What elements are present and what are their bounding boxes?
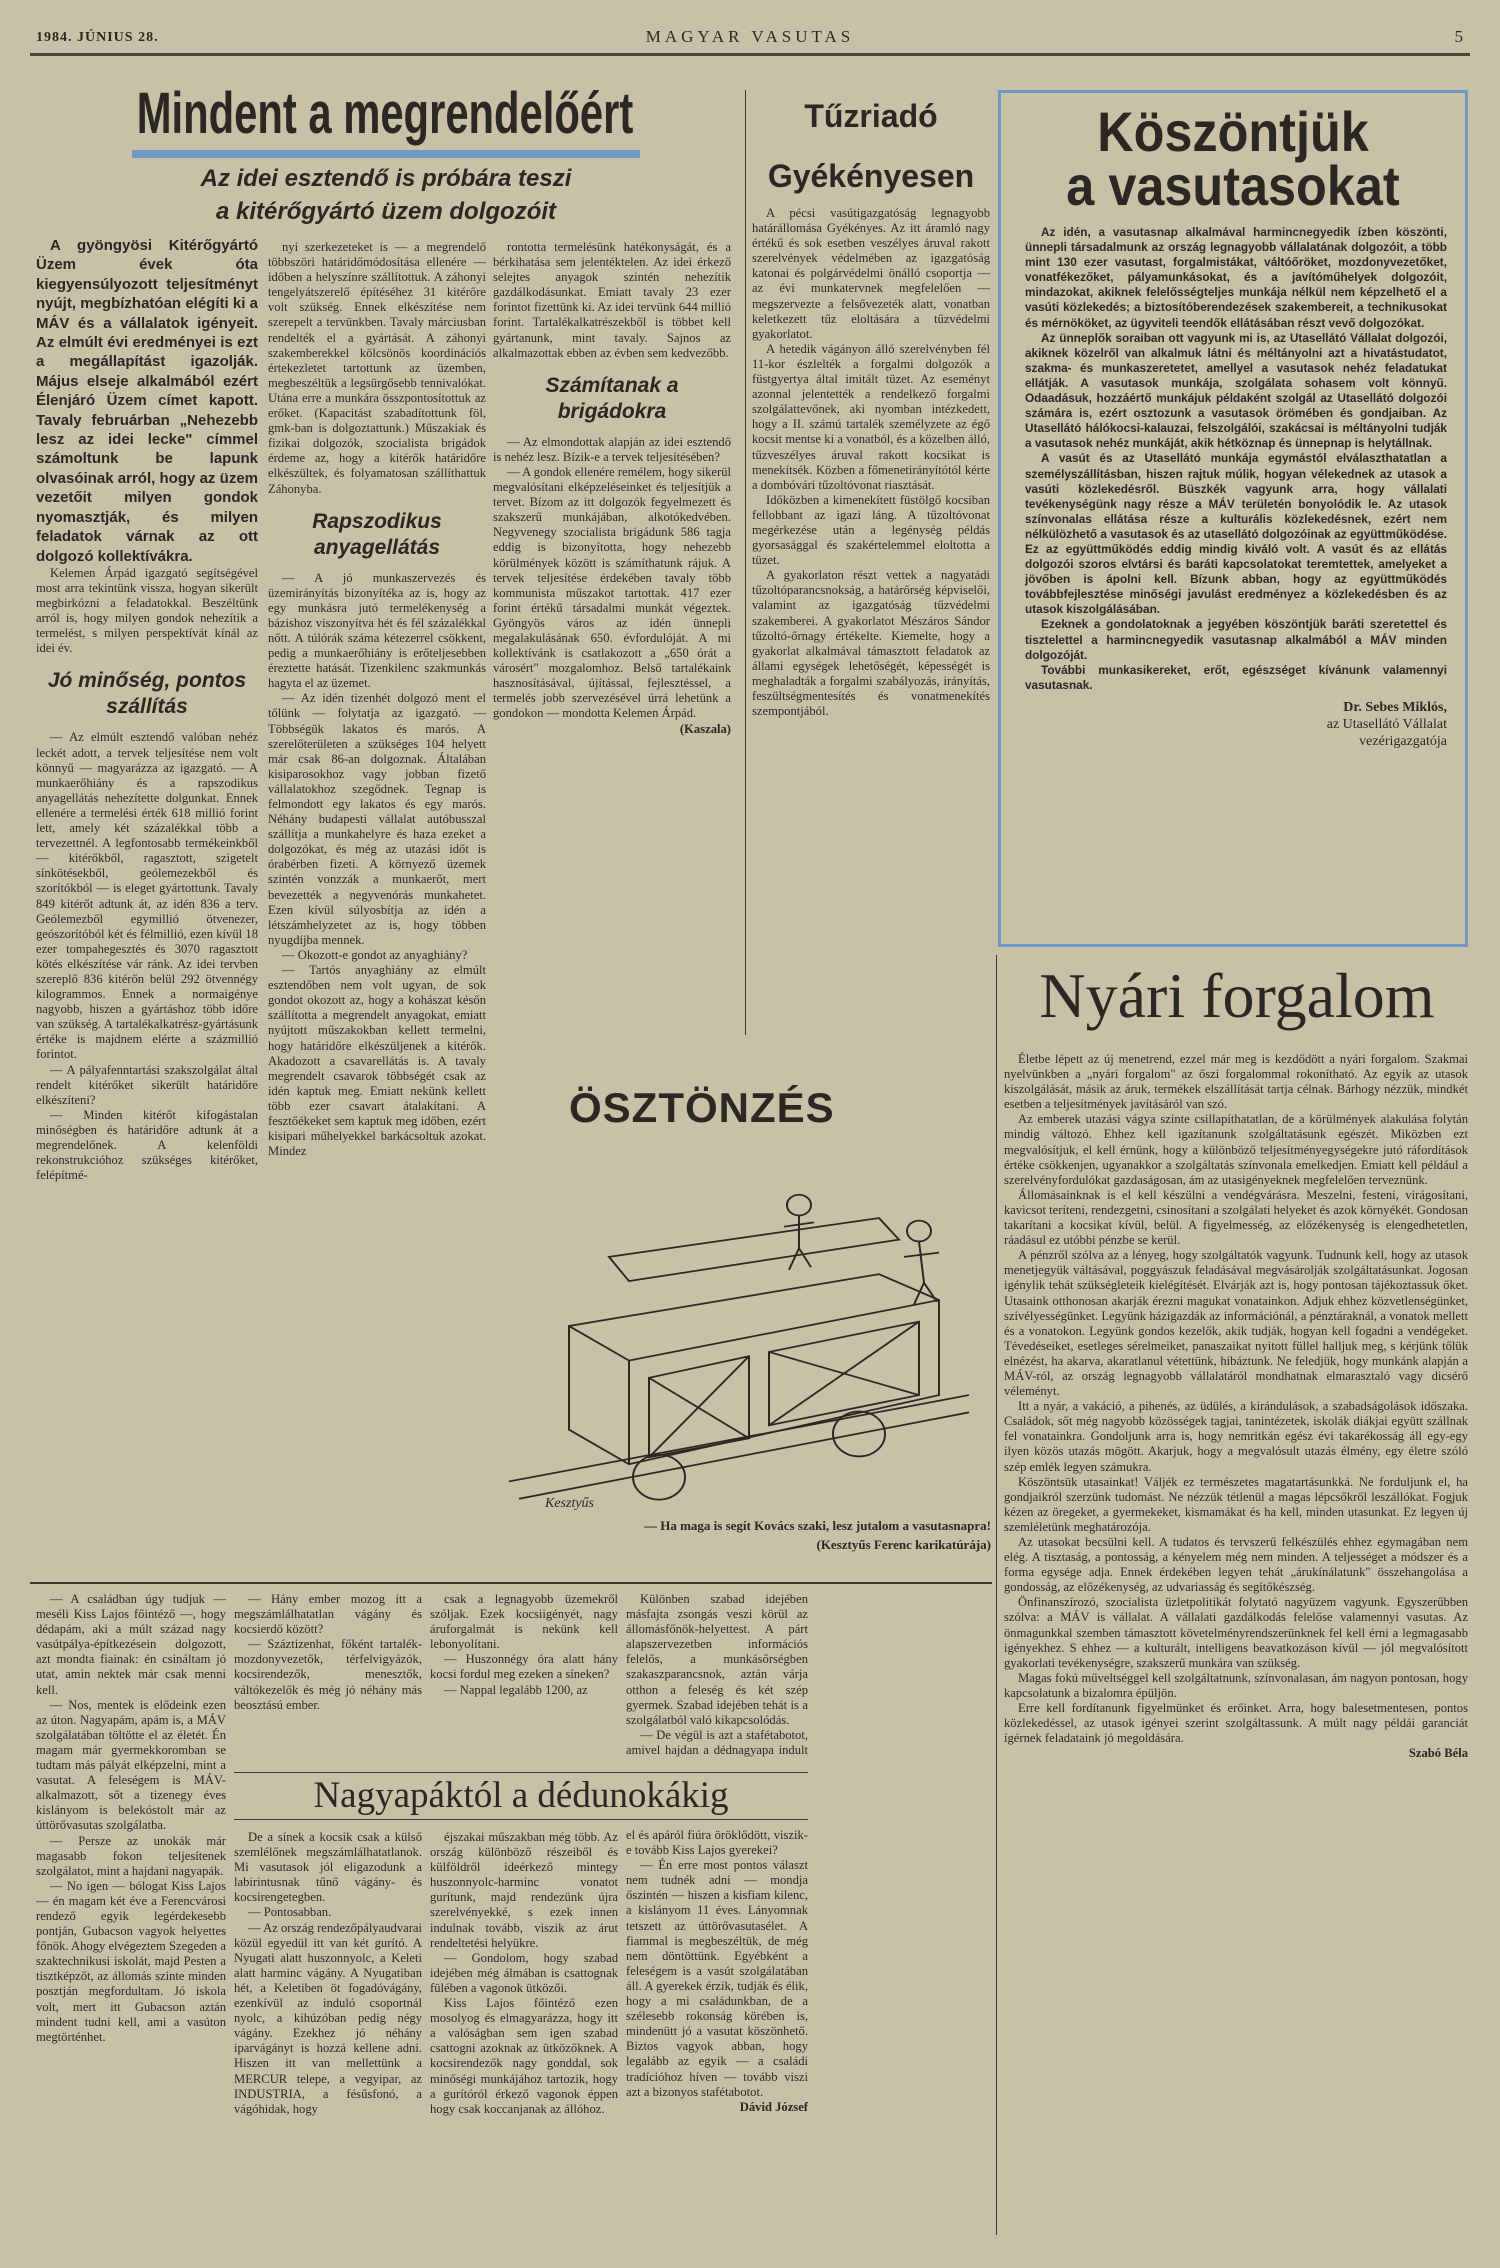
issue-date: 1984. JÚNIUS 28. bbox=[36, 30, 159, 45]
paragraph: Kiss Lajos főintéző ezen mosolyog és elmagyarázza, hogy itt a valóságban sem igen szabad csattogni azoknak az ütközőknek. A kocsirendezők nagy gonddal, sok minőségi munkájához tartozik, hogy a gurítóról érkező vagonok éppen hogy csak koccanjanak az állóhoz. bbox=[430, 1996, 618, 2116]
cartoon bbox=[499, 1040, 991, 1577]
headline-line-2: Gyékényesen bbox=[767, 158, 975, 194]
paragraph: — No igen — bólogat Kiss Lajos — én magam két éve a Ferencvárosi rendező egyik legérdekesebb pontján, Gubacson vagyok helyettes főnök. Ahogy elvégeztem Szegeden a szaktechnikusi iskolát, majd Pesten a tisztképzőt, az állomás szinte minden posztján megfordultam. Jó iskola volt, mert itt Gubacson aztán mindent tudni kell, ami a vasúton megtörténhet. bbox=[36, 1878, 226, 2044]
paragraph: — Nappal legalább 1200, az bbox=[444, 1682, 588, 1697]
article2-column bbox=[752, 206, 990, 1034]
paragraph: — Az idén tizenhét dolgozó ment el tőlünk — folytatja az igazgató. — Többségük lakatos és marós. A szerelőterületen a szükséges 104 helyett már csak 86-an dolgoznak. Általában kisiparosokhoz vagy jobban fizető vállalatokhoz szegődnek. Tegnap is felmondott egy lakatos és egy marós. Néhány budapesti vállalat autóbusszal szállítja a munkahelyre és haza ezeket a dolgozókat, és még az utazási időt is órabérben fizeti. A környező üzemek szintén vonzzák a munkaerőt, mert bevezették a negyvenórás munkahetet. Ezen kívül súlyosbítja az idén a létszámhelyzetet az is, hogy többen nyugdíjba mennek. bbox=[268, 691, 486, 947]
paragraph: — Az elmúlt esztendő valóban nehéz leckét adott, a tervek teljesítése nem volt könnyű — magyarázza az igazgató. — A munkaerőhiány és a rapszodikus anyagellátás nehezítette dolgunkat. Ennek ellenére a termelési érték 618 millió forint lett, amely két százalékkal több a tervezettnél. A legfontosabb termékeinkből — kitérőkből, ragasztott, szigetelt sínkötésekből, geólemezekből és szorítókból — is eleget gyártottunk. Tavaly 849 kitérőt adtunk át, az idén 836 a terv. Geólemezből egymillió ötvenezer, geószorítóból két és félmillió, ezen kívül 18 ezer tompahegesztés és 3070 ragasztott kötés elkészítése vár ránk. Az idei tervben szereplő 836 kitérőn belül 292 ötvennégy kilogrammos. Ennek a normaigénye nagyobb, hiszen a gyártáshoz több időre van szükség. A tartalékalkatrész-gyártásunk értéke is majdnem elérte a százmillió forintot. bbox=[36, 730, 258, 1062]
paragraph: — A pályafenntartási szakszolgálat által rendelt kitérőket sikerült határidőre elkészíteni? bbox=[36, 1062, 258, 1107]
article-headline-tuzriado bbox=[752, 96, 990, 196]
paragraph: A gyakorlaton részt vettek a nagyatádi tűzoltóparancsnokság, a határőrség képviselői, valamint az igazgatóság tűzvédelmi szakemberei. A gyakorlatot Mészáros Sándor tűzoltó-őrnagy értékelte. Kiemelte, hogy a gyakorlat alkalmával támasztott feladatok az állami egységek lehetőségét, képességét is meghaladták a forgalmi szabályozás, irányítás, feszültségmentesítés és vonatmenekítés szempontjából. bbox=[752, 568, 990, 719]
paragraph: Időközben a kimenekített füstölgő kocsiban fellobbant az igazi láng. A tűzoltóvonat megérkezése után a legénység példás gyorsasággal és szakértelemmel eloltotta a tüzet. bbox=[752, 492, 990, 568]
subheading: Számítanak a brigádokra bbox=[545, 373, 679, 423]
article-headline-nyari: Nyári forgalom bbox=[1039, 960, 1435, 1031]
newspaper-title: MAGYAR VASUTAS bbox=[645, 27, 855, 46]
article1-column-1 bbox=[36, 236, 258, 1577]
paragraph: csak a legnagyobb üzemekről szóljak. Ezek kocsiigényét, nagy áruforgalmát is nekünk kell lebonyolítani. bbox=[430, 1592, 618, 1652]
paragraph: Az utasokat becsülni kell. A tudatos és tervszerű felkészülés ehhez egymagában nem elég. A tisztaság, a pontosság, a kényelem még nem minden. A teljességet a módszer és a forma egysége adja. Ennek érdekében legyen tehát „árukínálatunk" összehangolása a gondosság, az előzékenység, az udvariasság és segítőkészség. bbox=[1004, 1535, 1468, 1595]
paragraph: Kelemen Árpád igazgató segítségével most arra tekintünk vissza, hogyan sikerült megbirkózni a feladatokkal. Beszéltünk arról is, hogy milyen gondok nehezítik a termelést, s milyen perspektívát kínál az idei év. bbox=[36, 565, 258, 656]
article5-column-3-top bbox=[430, 1592, 618, 1762]
paragraph: Életbe lépett az új menetrend, ezzel már meg is kezdődött a nyári forgalom. Szakmai nyelvünkben a „nyári forgalom" az őszi forgalommal rokonítható. Az egyik az utasok kiszolgálását, másik az áruk, termékek elszállítását tartja célnak. Bárhogy nézzük, mindkét esetben a teljesítmények javításáról van szó. bbox=[1004, 1052, 1468, 1112]
cartoon-credit: (Kesztyűs Ferenc karikatúrája) bbox=[816, 1537, 991, 1552]
greeting-headline-line-1: Köszöntjük bbox=[1097, 100, 1369, 163]
paragraph: — Az ország rendezőpályaudvarai közül egyedül itt van két gurító. A Nyugati alatt huszonnyolc, a Keleti alatt harminc vágány. A Nyugatiban hét, a Keletiben öt fogadóvágány, ezenkívül az induló csoportnál nyolc, a kihúzóban pedig négy vágány. Ezekhez jó néhány iparvágányt is hozzá kellene adni. Hiszen itt van mellettünk a MERCUR telepe, a vegyipar, az INDUSTRIA, a fésűsfonó, a vágóhidak, hogy bbox=[234, 1920, 422, 2116]
paragraph: — Minden kitérőt kifogástalan minőségben és határidőre adtunk át a megrendelőnek. A kelenföldi rekonstrukcióhoz szükséges kitérőket, felépítmé- bbox=[36, 1107, 258, 1183]
paragraph: Erre kell fordítanunk figyelmünket és erőinket. Arra, hogy balesetmentesen, pontos közlekedéssel, az utasok igényei szerint szolgáltassunk. A múlt nagy példái garanciát ígérnek feladataink jó megoldására. bbox=[1004, 1701, 1468, 1746]
paragraph: Állomásainknak is el kell készülni a vendégvárásra. Meszelni, festeni, virágosítani, kavicsot teríteni, rendezgetni, csinosítani a szolgálati helyeket és azok környékét. Gondosan takarítani a kocsikat kívül, belül. A figyelmesség, az előzékenység is elengedhetetlen, ráadásul ez utóbbi pénzbe se kerül. bbox=[1004, 1187, 1468, 1248]
article5-column-2 bbox=[234, 1830, 422, 2234]
column-divider-right bbox=[996, 955, 997, 2235]
greeting-paragraph: További munkasikereket, erőt, egészséget kívánunk valamennyi vasutasnak. bbox=[1025, 662, 1447, 692]
subtitle-line-2: a kitérőgyártó üzem dolgozóit bbox=[215, 198, 557, 225]
byline: Dávid József bbox=[739, 2099, 808, 2114]
paragraph: — Huszonnégy óra alatt hány kocsi fordul meg ezeken a síneken? bbox=[430, 1652, 618, 1682]
greeting-paragraph: Az idén, a vasutasnap alkalmával harmincnegyedik ízben köszönti, ünnepli társadalmunk az ország legnagyobb vállalatának dolgozóit, a több mint 130 ezer vasutast, forgalmistákat, váltóőröket, mozdonyvezetőket, vonatfékezőket, pályamunkásokat, és a javítóműhelyek dolgozóit, mindazokat, akiknek felelősségteljes munkája nélkül nem képzelhető el a vasúti közlekedés; a biztosítóberendezések szakembereit, a technikusokat és mérnököket, az ügyviteli teendők ellátásában részt vevő dolgozókat. bbox=[1025, 225, 1447, 330]
paragraph: — Persze az unokák már magasabb fokon teljesítenek szolgálatot, mint a hajdani nagyapák. bbox=[36, 1833, 226, 1878]
article-headline-nagyapaktol: Nagyapáktól a dédunokákig bbox=[234, 1772, 808, 1820]
paragraph: A hetedik vágányon álló szerelvényben fél 11-kor észlelték a forgalmi dolgozók a füstgyertya által imitált tüzet. Az eseményt azonnal jelentették a rendelkező forgalmi szolgálattevőnek, aki nyomban intézkedett, hogy a II. számú tartalék személyzete az égő kocsit mentse ki a vonatból, és a közelben álló, tűzveszélyes áruval rakott kocsikat is menekítsék. Közben a főmenetirányítótól kérte a dombóvári tűzoltóvonat riasztását. bbox=[752, 341, 990, 492]
paragraph: — Okozott-e gondot az anyaghiány? bbox=[282, 947, 468, 962]
byline: (Kaszala) bbox=[679, 721, 731, 736]
article4-column bbox=[1004, 1052, 1468, 2237]
paragraph: A gyöngyösi Kitérőgyártó Üzem évek óta kiegyensúlyozott teljesítményt nyújt, megbízhatóan elégíti ki a MÁV és a vállalatok igényeit. Az elmúlt évi eredményei is ezt a megállapítást igazolják. Május elseje alkalmából ezért Élenjáró Üzem címet kapott. Tavaly februárban „Nehezebb lesz az idei lecke" címmel számoltunk be lapunk olvasóinak arról, hogy az üzem vezetőit milyen gondok nyomasztják, és milyen feladatok várnak az ott dolgozó kollektívákra. bbox=[36, 237, 258, 565]
cartoon-caption: — Ha maga is segít Kovács szaki, lesz jutalom a vasutasnapra! bbox=[643, 1518, 991, 1533]
article5-column-3 bbox=[430, 1830, 618, 2234]
byline: Szabó Béla bbox=[1408, 1746, 1468, 1761]
signature-title-1: az Utasellátó Vállalat bbox=[1326, 716, 1447, 732]
paragraph: rontotta termelésünk hatékonyságát, és a bérkihatása sem jelentéktelen. Az idei érkező selejtes anyagok szintén nehezítik gazdálkodásunkat. Emiatt tavaly 23 ezer forintot fizettünk ki. Az idei tervünk 644 millió forint. Tartalékalkatrészekből is többet kell gyártanunk, mint tavaly. Sajnos az alkalmazottak ebben az évben sem kedvezőbb. bbox=[493, 240, 731, 360]
article-subtitle bbox=[110, 162, 662, 228]
paragraph: — Hány ember mozog itt a megszámlálhatatlan vágány és kocsierdő között? bbox=[234, 1592, 422, 1637]
paragraph: — Nos, mentek is elődeink ezen az úton. Nagyapám, apám is, a MÁV szolgálatában töltötte el az életét. Én magam már gyermekkoromban se tudtam más pályát elképzelni, mint a vasutat. A feleségem is MÁV-alkalmazott, sőt a tizenegy éves kislányom is belekóstolt már az úttörővasutas szolgálatba. bbox=[36, 1697, 226, 1833]
paragraph: Különben szabad idejében másfajta zsongás veszi körül az állomásfőnök-helyettest. A párt alapszervezetben információs felelős, a munkásőrségben szakaszparancsnok, aztán várja otthon a feleség és két szép gyermek. Szabad idejében tehát is a szolgálatból való kikapcsolódás. bbox=[626, 1592, 808, 1727]
cartoon-title: ÖSZTÖNZÉS bbox=[569, 1084, 835, 1131]
cartoon-artist-signature: Kesztyűs bbox=[545, 1496, 594, 1511]
paragraph: Magas fokú műveltséggel kell szolgáltatnunk, színvonalasan, ám nagyon pontosan, hogy kapcsolatunk a bizalomra épüljön. bbox=[1004, 1670, 1468, 1700]
greeting-signature bbox=[1025, 699, 1447, 750]
signature-name: Dr. Sebes Miklós, bbox=[1343, 699, 1447, 715]
headline-blue-bar bbox=[132, 150, 640, 158]
paragraph: Önfinanszírozó, szocialista üzletpolitikát folytató nagyüzem vagyunk. Egyszerűbben szólva: a MÁV is vállalat. A vállalati gazdálkodás felelőse valamennyi vasutas. Az önmagunkkal szemben támasztott követelményrendszerünknek fel kell érni a legmagasabb igényekhez. S ehhez — a kulturált, intelligens beavatkozáson kívül — jól megvalósított gyakorlati tevékenységre, szakszerű munkára van szükség. bbox=[1004, 1595, 1468, 1670]
paragraph: — De végül is azt a stafétabotot, amivel hajdan a dédnagyapa indult el és apáról fiúra öröklődött, viszik-e tovább Kiss Lajos gyerekei? bbox=[626, 1727, 808, 1858]
paragraph: De a sínek a kocsik csak a külső szemlélőnek megszámlálhatatlanok. Mi vasutasok jól eligazodunk a labirintusnak tűnő vágány- és kocsirengetegben. bbox=[234, 1830, 422, 1905]
greeting-paragraph: Az ünneplők soraiban ott vagyunk mi is, az Utasellátó Vállalat dolgozói, akiknek közelről van alkalmuk látni és méltányolni azt a hivatástudatot, szakma- és munkaszeretetet, amellyel a vasutasok nehéz feladatukat ellátják. A vasutasok munkája, szolgálata sohasem volt könnyű. Odaadásuk, hozzáértő munkájuk példaként szolgál az Utasellátó dolgozói számára is, ezért osztozunk a vasutasok örömében és gondjaiban. Az Utasellátó hálókocsi-kalauzai, felszolgálói, szakácsai is méltányolni tudják a vasutasok nehéz munkáját, akik hétköznap és ünnepnap is helytállnak. bbox=[1025, 330, 1447, 451]
article5-column-2-top bbox=[234, 1592, 422, 1762]
article5-column-1 bbox=[36, 1592, 226, 2232]
article1-column-2 bbox=[268, 240, 486, 1577]
cartoon-caption-block bbox=[499, 1496, 991, 1553]
worker-figures bbox=[784, 1195, 939, 1305]
signature-title-2: vezérigazgatója bbox=[1359, 733, 1447, 749]
greeting-body bbox=[1001, 213, 1465, 750]
subheading: Jó minőség, pontos szállítás bbox=[47, 669, 247, 719]
greeting-headline bbox=[1024, 100, 1442, 217]
cartoon-drawing bbox=[499, 1136, 991, 1516]
headline-line-1: Tűzriadó bbox=[804, 98, 938, 134]
page-number: 5 bbox=[1454, 27, 1464, 46]
paragraph: — Tartós anyaghiány az elmúlt esztendőben nem volt ugyan, de sok gondot okozott az, hogy a kohászat későn szállította a megrendelt anyagokat, emiatt nyújtott műszakokban kellett termelni, hogy határidőre elkészüljenek a kitérők. Akadozott a csavarellátás is. A tavaly megrendelt csavarok többségét csak az idén kaptuk meg. Emiatt nekünk kellett több ezer csavart átalakítani. A fesztőékeket sem kaptuk meg időben, ezért kisipari műhelyekkel barkácsoltuk azokat. Mindez bbox=[268, 963, 486, 1159]
greeting-headline-line-2: a vasutasokat bbox=[1066, 154, 1400, 217]
bottom-article-rule bbox=[30, 1582, 992, 1584]
paragraph: A pénzről szólva az a lényeg, hogy szolgáltatók vagyunk. Tudnunk kell, hogy az utasok menetjegyük váltásával, poggyászuk feladásával megvásárolják szolgáltatásunkat. Jogosan igénylik tehát szükségleteik kielégítését. Elvárják azt is, hogy pontosan tájékoztassuk őket. Utasaink otthonosan akarják érezni magukat vonatainkon. Adjuk ehhez közvetlenségünket, szívélyességünket. Legyünk házigazdák az információnál, a pénztáraknál, a vonatok mellett és a vonatokon. Legyünk gondos kezelők, akik tudják, hogyan kell fogadni a vendégeket. Tévedéseiket, esetleges sérelmeiket, panaszaikat nyitott füllel halljuk meg, s kérjünk tőlük elnézést, ha akarva, akaratlanul vétettünk, hibáztunk. Ne feledjük, hogy munkánk alapján a MÁV-ról, az ország legnagyobb vállalatáról mondhatnak elmarasztaló vagy dicsérő véleményt. bbox=[1004, 1248, 1468, 1399]
paragraph: nyi szerkezeteket is — a megrendelő többszöri határidőmódosítása ellenére — időben a helyszínre szállítottuk. A záhonyi tengelyátszerelő építéséhez 31 kitérőre volt szükség. Ennek elkészítése nem szerepelt a tervünkben. Tavaly márciusban rendelték el a gyártását. A záhonyi szakemberekkel kölcsönös koordinációs értekezletet tartottunk az üzemben, megbeszéltük a legsürgősebb tennivalókat. Utána erre a munkára összpontosítottuk az erőket. (Kapacitást szabadítottunk föl, gmk-ban is dolgoztattunk.) Műszakiak és fizikai dolgozók, szocialista brigádok érdeme az, hogy a kitérők határidőre elkészültek, és folyamatosan szállíthattuk Záhonyba. bbox=[268, 240, 486, 496]
subheading: Rapszodikus anyagellátás bbox=[312, 509, 442, 559]
paragraph: — A jó munkaszervezés és üzemirányítás bizonyítéka az is, hogy az egy munkásra jutó termelékenység a bázishoz viszonyítva hét és fél százalékkal nőtt. A túlórák száma kétezerrel csökkent, pedig a munkaerőhiány is erőteljesebben éreztette hatását. Tizenkilenc szakmunkás hagyta el az üzemet. bbox=[268, 570, 486, 691]
greeting-paragraph: A vasút és az Utasellátó munkája egymástól elválaszthatatlan a személyszállításban, hiszen rajtuk múlik, hogyan vélekednek az utasok a vasúti közlekedésről. Büszkék vagyunk arra, hogy vállalati tevékenységünk nagy része a MÁV területén bonyolódik le. Az utasok színvonalas ellátása része a kulturális közlekedésnek, ezért nem nélkülözhető a vasutasok és az utasellátó dolgozóinak az együttműködése. Ez az együttműködés eddig mindig kiváló volt. A vasút és az ellátás dolgozói szoros elvtársi és baráti kapcsolatokat teremtettek, amelyeket a jövőben is ápolni kell. Bízunk abban, hogy az együttműködés továbbfejlesztése minőségi javulást eredményez a közlekedésben és az utasok kiszolgálásában. bbox=[1025, 451, 1447, 617]
paragraph: — A családban úgy tudjuk — meséli Kiss Lajos főintéző —, hogy dédapám, aki a múlt század nagy vasútpálya-építkezésein dolgozott, azt mondta fiainak: én csináltam jó utat, amin nektek már csak menni kell. bbox=[36, 1592, 226, 1697]
article1-column-3 bbox=[493, 240, 731, 1034]
masthead-rule bbox=[30, 53, 1470, 56]
paragraph: Az emberek utazási vágya szinte csillapíthatatlan, de a körülmények alakulása folytán mindig változó. Ehhez kell igazítanunk szolgáltatásunk egészét. Miközben ezt megvalósítjuk, el kell érnünk, hogy a különböző teljesítményegységekre jutó ráfordítások értéke csökkenjen, ugyanakkor a szolgáltatás színvonala emelkedjen. Emiatt kell például a szerelvényfordulókat gazdaságosan, ám az utasigényeknek megfelelően terveznünk. bbox=[1004, 1112, 1468, 1187]
paragraph: éjszakai műszakban még több. Az ország különböző részeiből és külföldről ideérkező mintegy huszonnyolc-harminc vonatot gurítunk, majd rendezünk újra szerelvényekké, s ezek innen indulnak tovább, viszik az árut rendeltetési helyükre. bbox=[430, 1830, 618, 1950]
article-headline-mindent: Mindent a megrendelőért bbox=[136, 81, 634, 146]
paragraph: — Pontosabban. bbox=[248, 1905, 332, 1920]
paragraph: Itt a nyár, a vakáció, a pihenés, az üdülés, a kirándulások, a szabadságolások időszaka. Családok, sőt még nagyobb közösségek tagjai, tanintézetek, iskolák diákjai együtt szállnak fel vonatainkra. Gondoljunk arra is, hogy nemritkán egész évi takarékosság áll egy-egy ilyen közös utazás mögött. Akarjuk, hogy a megvalósult utazás élmény, egy életre szóló szép emlék legyen számukra. bbox=[1004, 1399, 1468, 1474]
paragraph: — Én erre most pontos választ nem tudnék adni — mondja őszintén — hiszen a kisfiam kilenc, a kislányom 11 éves. Lányomnak tetszett az úttörővasutasélet. A fiammal is megbeszéltük, de még nem döntöttünk. Egyébként a feleségem is a vasút szolgálatában áll. A gyerekek érzik, tudják és élik, hogy a mi családunkban, de a szélesebb rokonság körében is, mindenütt jó a vasutat köszönhető. Biztos vagyok abban, hogy legalább az egyik — a családi tradícióhoz híven — tovább viszi azt a bizonyos stafétabotot. bbox=[626, 1858, 808, 2099]
subtitle-line-1: Az idei esztendő is próbára teszi bbox=[200, 165, 572, 192]
paragraph: A pécsi vasútigazgatóság legnagyobb határállomása Gyékényes. Az itt áramló nagy értékű és sok esetben veszélyes áruval rakott szerelvények védelmében az igazgatóság katonai és polgárvédelmi önálló csoportja — az évi munkatervnek megfelelően — megszervezte a felsővezeték alatt, vonatban keletkezett tűz eloltására a tűzvédelmi gyakorlatot. bbox=[752, 206, 990, 341]
paragraph: — Gondolom, hogy szabad idejében még álmában is csattognak fülében a vagonok ütközői. bbox=[430, 1950, 618, 1995]
wagon-illustration bbox=[509, 1218, 969, 1500]
paragraph: — A gondok ellenére remélem, hogy sikerül megvalósítani elképzeléseinket és teljesítjük a tervet. Bízom az itt dolgozók fegyelmezett és szakszerű munkájában, alkotókedvében. Negyvenegy szocialista brigádunk 586 tagja eddig is bizonyította, hogy nehezebb körülmények között is számíthatunk rájuk. A tervek teljesítése érdekében tavaly több kommunista műszakot tartottak. 417 ezer forint értékű társadalmi munkát végeztek. Gyöngyös város az idén ünnepli megalakulásának 650. évfordulóját. A mi kollektívánk is csatlakozott a „650 órát a városért" mozgalomhoz. Belső tartalékaink hasznosításával, újítással, fejlesztéssel, a termelés jobb szervezésével úrrá lehetünk a gondokon — mondotta Kelemen Árpád. bbox=[493, 464, 731, 721]
headline-gap-spacer bbox=[626, 1766, 808, 1828]
paragraph: — Száztizenhat, főként tartalék-mozdonyvezetők, térfelvigyázók, kocsirendezők, menesztők, váltókezelők és még jó néhány más beosztású ember. bbox=[234, 1637, 422, 1712]
article5-column-4 bbox=[626, 1592, 808, 2234]
column-divider bbox=[745, 90, 746, 1035]
greeting-paragraph: Ezeknek a gondolatoknak a jegyében köszöntjük baráti szeretettel és tisztelettel a harmincnegyedik vasutasnap alkalmából a MÁV minden dolgozóját. bbox=[1025, 617, 1447, 662]
greeting-box bbox=[998, 90, 1468, 947]
paragraph: Köszöntsük utasainkat! Váljék ez természetes magatartásunkká. Ne forduljunk el, ha gondjaikról szerzünk tudomást. Ne nézzük tétlenül a magas lépcsőkről leszállókat. Fogjuk kézen az öregeket, a gyermekeket, kismamákat és ha kell, minden utasunkat. Ez legyen új szemléletünk meghatározója. bbox=[1004, 1474, 1468, 1534]
paragraph: — Az elmondottak alapján az idei esztendő is nehéz lesz. Bízik-e a tervek teljesítésében? bbox=[493, 434, 731, 464]
